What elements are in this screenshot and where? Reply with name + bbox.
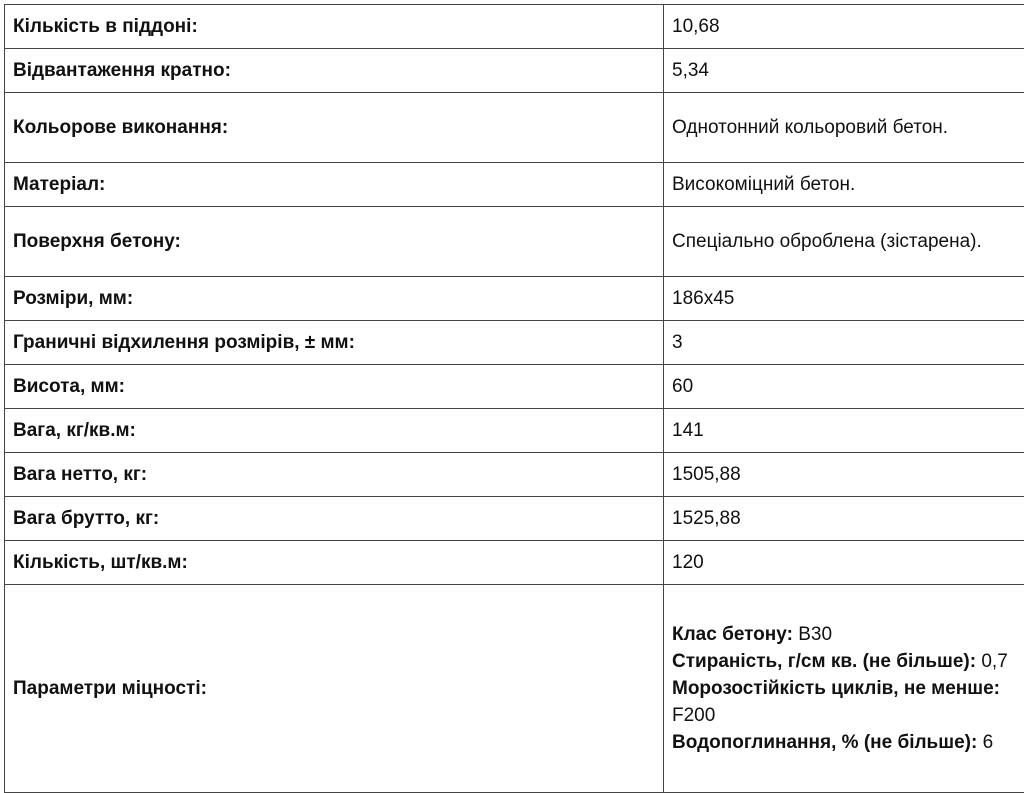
row-label-shipment-multiple: Відвантаження кратно: <box>5 49 664 93</box>
row-value-pieces-per-sqm: 120 <box>664 541 1024 585</box>
table-row <box>5 93 1024 163</box>
row-value-shipment-multiple: 5,34 <box>664 49 1024 93</box>
table-row <box>5 163 1024 207</box>
row-value-color: Однотонний кольоровий бетон. <box>664 93 1024 163</box>
row-value-surface: Спеціально оброблена (зістарена). <box>664 207 1024 277</box>
strength-item-concrete-class <box>672 621 1024 648</box>
row-value-pallet-quantity: 10,68 <box>664 5 1024 49</box>
strength-item-label: Клас бетону: <box>672 624 793 645</box>
table-row <box>5 409 1024 453</box>
strength-item-value: 0,7 <box>981 651 1008 672</box>
table-row <box>5 453 1024 497</box>
row-value-dimensions: 186x45 <box>664 277 1024 321</box>
row-label-color: Кольорове виконання: <box>5 93 664 163</box>
table-row <box>5 365 1024 409</box>
strength-item-water-absorption <box>672 729 1024 756</box>
row-value-material: Високоміцний бетон. <box>664 163 1024 207</box>
table-row <box>5 49 1024 93</box>
table-row <box>5 321 1024 365</box>
row-value-tolerance: 3 <box>664 321 1024 365</box>
row-label-strength: Параметри міцності: <box>5 585 664 793</box>
row-value-height: 60 <box>664 365 1024 409</box>
table-row <box>5 585 1024 793</box>
strength-item-label: Морозостійкість циклів, не менше: <box>672 678 1001 699</box>
table-row <box>5 541 1024 585</box>
table-row <box>5 497 1024 541</box>
table-row <box>5 207 1024 277</box>
row-label-gross-weight: Вага брутто, кг: <box>5 497 664 541</box>
strength-item-value: F200 <box>672 705 716 726</box>
strength-item-label: Водопоглинання, % (не більше): <box>672 732 978 753</box>
strength-item-frost-resistance <box>672 675 1024 729</box>
row-label-net-weight: Вага нетто, кг: <box>5 453 664 497</box>
row-label-material: Матеріал: <box>5 163 664 207</box>
row-value-strength <box>664 585 1024 793</box>
specs-table <box>4 4 1024 793</box>
row-label-pallet-quantity: Кількість в піддоні: <box>5 5 664 49</box>
row-label-pieces-per-sqm: Кількість, шт/кв.м: <box>5 541 664 585</box>
row-label-height: Висота, мм: <box>5 365 664 409</box>
strength-item-value: B30 <box>798 624 833 645</box>
row-value-gross-weight: 1525,88 <box>664 497 1024 541</box>
table-row <box>5 277 1024 321</box>
strength-item-abrasion <box>672 648 1024 675</box>
row-label-tolerance: Граничні відхилення розмірів, ± мм: <box>5 321 664 365</box>
row-label-dimensions: Розміри, мм: <box>5 277 664 321</box>
row-value-net-weight: 1505,88 <box>664 453 1024 497</box>
table-row <box>5 5 1024 49</box>
row-label-weight-per-sqm: Вага, кг/кв.м: <box>5 409 664 453</box>
strength-item-value: 6 <box>982 732 994 753</box>
row-label-surface: Поверхня бетону: <box>5 207 664 277</box>
row-value-weight-per-sqm: 141 <box>664 409 1024 453</box>
strength-item-label: Стираність, г/см кв. (не більше): <box>672 651 977 672</box>
